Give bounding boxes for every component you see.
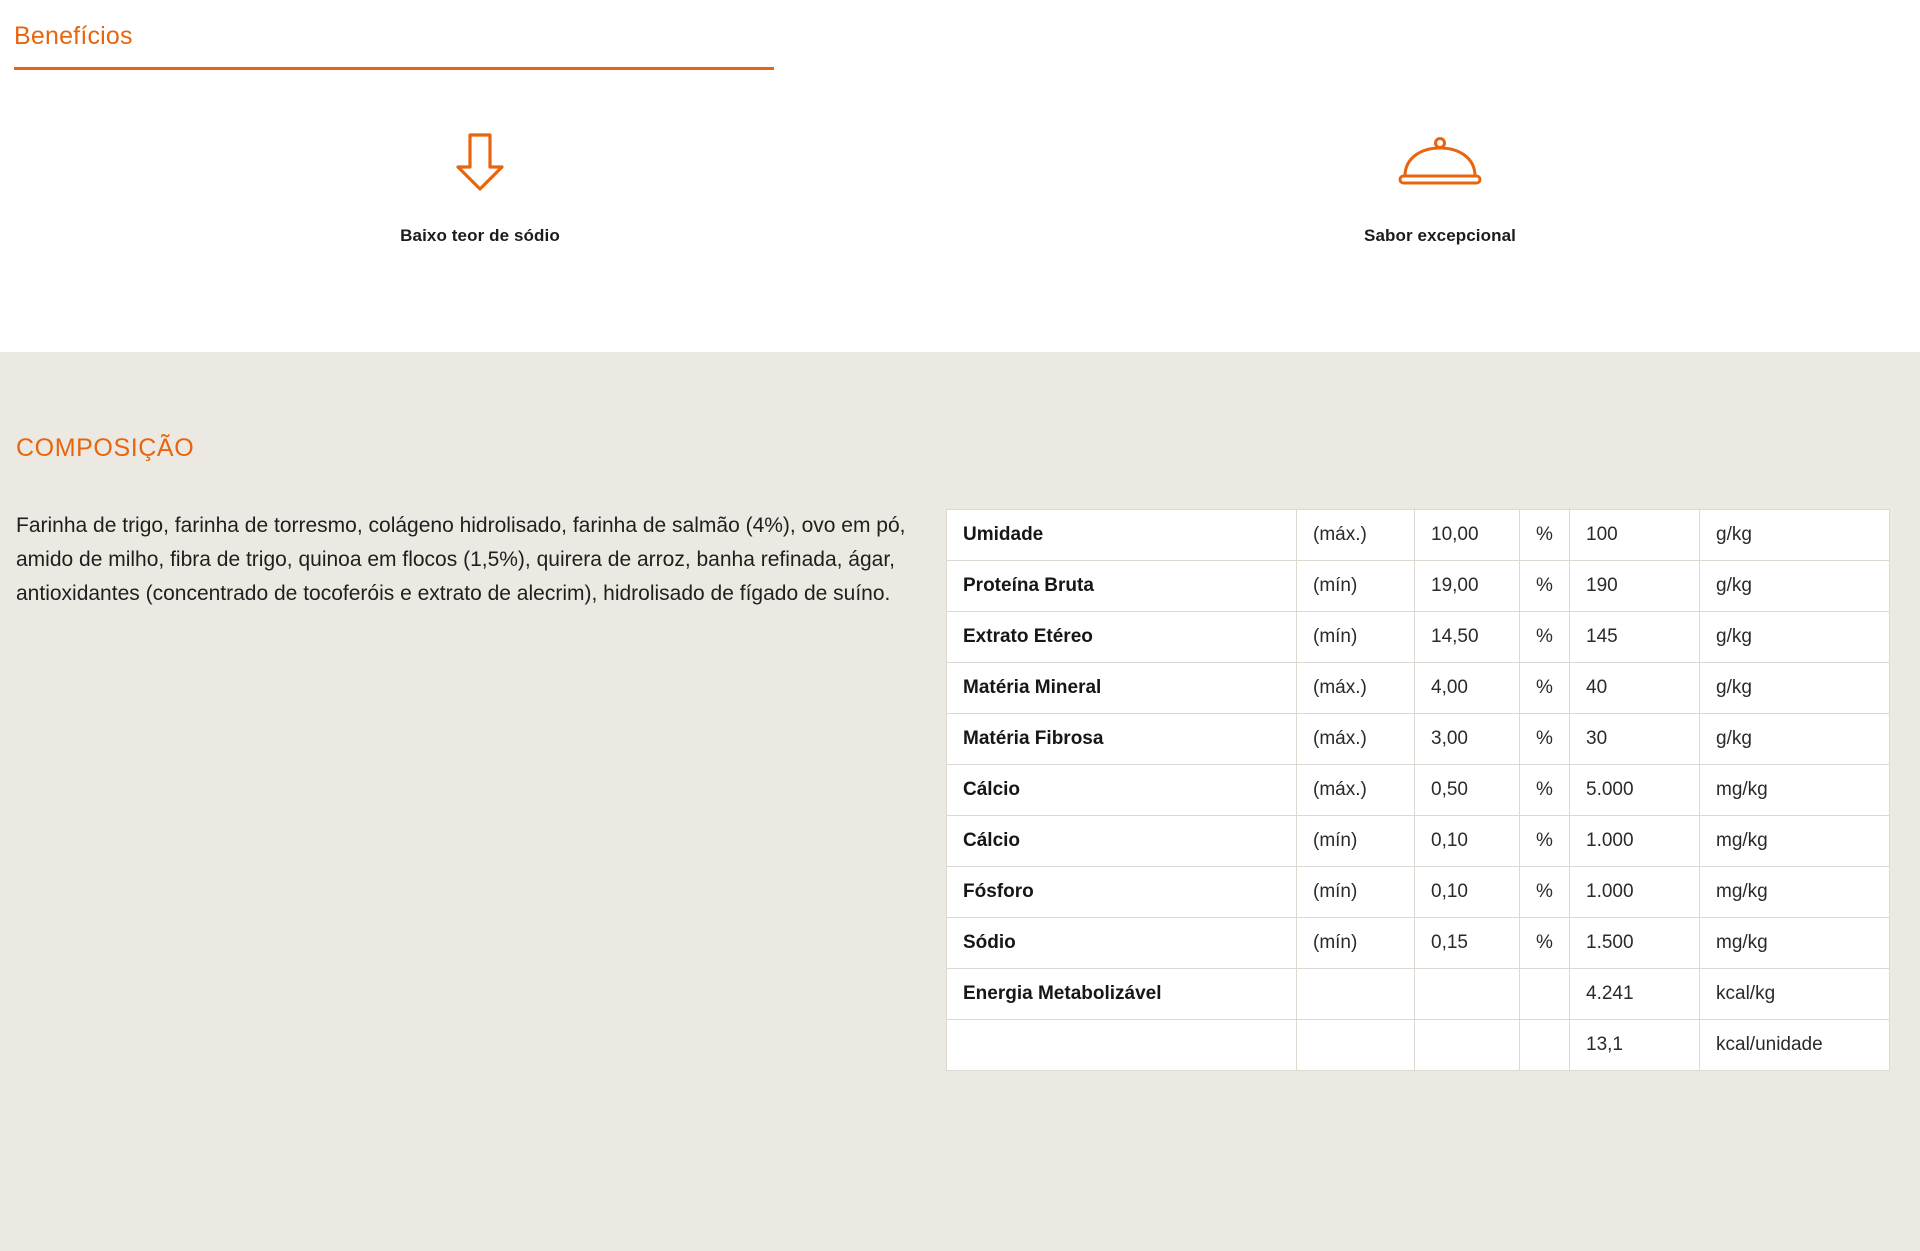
nutrient-minmax: (máx.) (1297, 663, 1415, 714)
nutrient-value: 10,00 (1415, 510, 1520, 561)
nutrient-percent-unit: % (1520, 867, 1570, 918)
nutrient-unit: mg/kg (1700, 867, 1890, 918)
nutrient-value: 0,15 (1415, 918, 1520, 969)
nutrient-value: 0,10 (1415, 816, 1520, 867)
nutrient-minmax: (mín) (1297, 561, 1415, 612)
nutrient-value: 14,50 (1415, 612, 1520, 663)
nutrient-percent-unit: % (1520, 561, 1570, 612)
nutrient-value: 0,50 (1415, 765, 1520, 816)
nutrient-unit: kcal/kg (1700, 969, 1890, 1020)
nutrient-unit: kcal/unidade (1700, 1020, 1890, 1071)
nutrient-name: Matéria Mineral (947, 663, 1297, 714)
down-arrow-icon (452, 130, 508, 194)
nutrient-unit: mg/kg (1700, 816, 1890, 867)
nutrient-name: Cálcio (947, 816, 1297, 867)
nutrient-minmax: (máx.) (1297, 765, 1415, 816)
nutrient-percent-unit: % (1520, 816, 1570, 867)
table-row (947, 816, 1890, 867)
table-row (947, 612, 1890, 663)
nutrient-value: 19,00 (1415, 561, 1520, 612)
nutrient-converted-value: 40 (1570, 663, 1700, 714)
nutrient-unit: g/kg (1700, 663, 1890, 714)
benefits-title: Benefícios (14, 22, 133, 50)
nutrient-converted-value: 1.000 (1570, 816, 1700, 867)
nutrient-value: 4,00 (1415, 663, 1520, 714)
nutrient-unit: mg/kg (1700, 918, 1890, 969)
nutrient-converted-value: 30 (1570, 714, 1700, 765)
nutrient-name: Proteína Bruta (947, 561, 1297, 612)
table-row (947, 867, 1890, 918)
nutrient-converted-value: 145 (1570, 612, 1700, 663)
nutrient-minmax: (mín) (1297, 867, 1415, 918)
nutritional-table-body (947, 510, 1890, 1071)
table-row (947, 663, 1890, 714)
benefit-item-low-sodium (0, 130, 960, 246)
benefits-item-list (0, 130, 1920, 246)
nutrient-minmax: (mín) (1297, 918, 1415, 969)
table-row (947, 969, 1890, 1020)
nutrient-value (1415, 1020, 1520, 1071)
nutrient-percent-unit: % (1520, 765, 1570, 816)
nutrient-percent-unit (1520, 969, 1570, 1020)
nutrient-minmax: (máx.) (1297, 510, 1415, 561)
benefits-section (0, 0, 1920, 352)
table-row (947, 561, 1890, 612)
composition-section (0, 352, 1920, 1251)
nutrient-name: Matéria Fibrosa (947, 714, 1297, 765)
nutrient-percent-unit: % (1520, 510, 1570, 561)
table-row (947, 714, 1890, 765)
benefit-item-exceptional-flavor (960, 130, 1920, 246)
nutrient-percent-unit: % (1520, 663, 1570, 714)
nutrient-minmax: (máx.) (1297, 714, 1415, 765)
nutrient-converted-value: 13,1 (1570, 1020, 1700, 1071)
nutrient-value (1415, 969, 1520, 1020)
nutrient-converted-value: 5.000 (1570, 765, 1700, 816)
composition-ingredients-text: Farinha de trigo, farinha de torresmo, colágeno hidrolisado, farinha de salmão (4%), ovo em pó, amido de milho, fibra de trigo, quinoa em flocos (1,5%), quirera de arroz, banha refinada, ágar, antioxidantes (concentrado de tocoferóis e extrato de alecrim), hidrolisado de fígado de suíno. (16, 514, 906, 606)
benefits-title-underline (14, 67, 774, 70)
nutrient-value: 0,10 (1415, 867, 1520, 918)
table-row (947, 510, 1890, 561)
table-row (947, 918, 1890, 969)
nutrient-value: 3,00 (1415, 714, 1520, 765)
nutrient-name: Umidade (947, 510, 1297, 561)
nutrient-converted-value: 4.241 (1570, 969, 1700, 1020)
nutrient-name (947, 1020, 1297, 1071)
benefit-label: Sabor excepcional (1364, 226, 1516, 245)
nutrient-percent-unit (1520, 1020, 1570, 1071)
benefit-label: Baixo teor de sódio (400, 226, 560, 245)
food-cloche-icon (1397, 130, 1483, 194)
table-row (947, 765, 1890, 816)
nutrient-unit: mg/kg (1700, 765, 1890, 816)
nutrient-name: Sódio (947, 918, 1297, 969)
nutrient-name: Cálcio (947, 765, 1297, 816)
benefits-title-wrap (0, 0, 1920, 67)
nutrient-unit: g/kg (1700, 714, 1890, 765)
nutrient-unit: g/kg (1700, 561, 1890, 612)
nutrient-unit: g/kg (1700, 612, 1890, 663)
nutrient-converted-value: 1.000 (1570, 867, 1700, 918)
nutrient-unit: g/kg (1700, 510, 1890, 561)
composition-title: COMPOSIÇÃO (16, 434, 195, 462)
nutritional-table (946, 509, 1890, 1071)
nutrient-converted-value: 190 (1570, 561, 1700, 612)
nutrient-name: Extrato Etéreo (947, 612, 1297, 663)
nutrient-converted-value: 100 (1570, 510, 1700, 561)
nutrient-converted-value: 1.500 (1570, 918, 1700, 969)
nutrient-minmax (1297, 969, 1415, 1020)
nutrient-minmax (1297, 1020, 1415, 1071)
nutrient-percent-unit: % (1520, 918, 1570, 969)
table-row (947, 1020, 1890, 1071)
nutrient-name: Energia Metabolizável (947, 969, 1297, 1020)
nutrient-minmax: (mín) (1297, 612, 1415, 663)
composition-body (0, 463, 1920, 1071)
nutrient-minmax: (mín) (1297, 816, 1415, 867)
nutrient-name: Fósforo (947, 867, 1297, 918)
nutrient-percent-unit: % (1520, 714, 1570, 765)
nutrient-percent-unit: % (1520, 612, 1570, 663)
